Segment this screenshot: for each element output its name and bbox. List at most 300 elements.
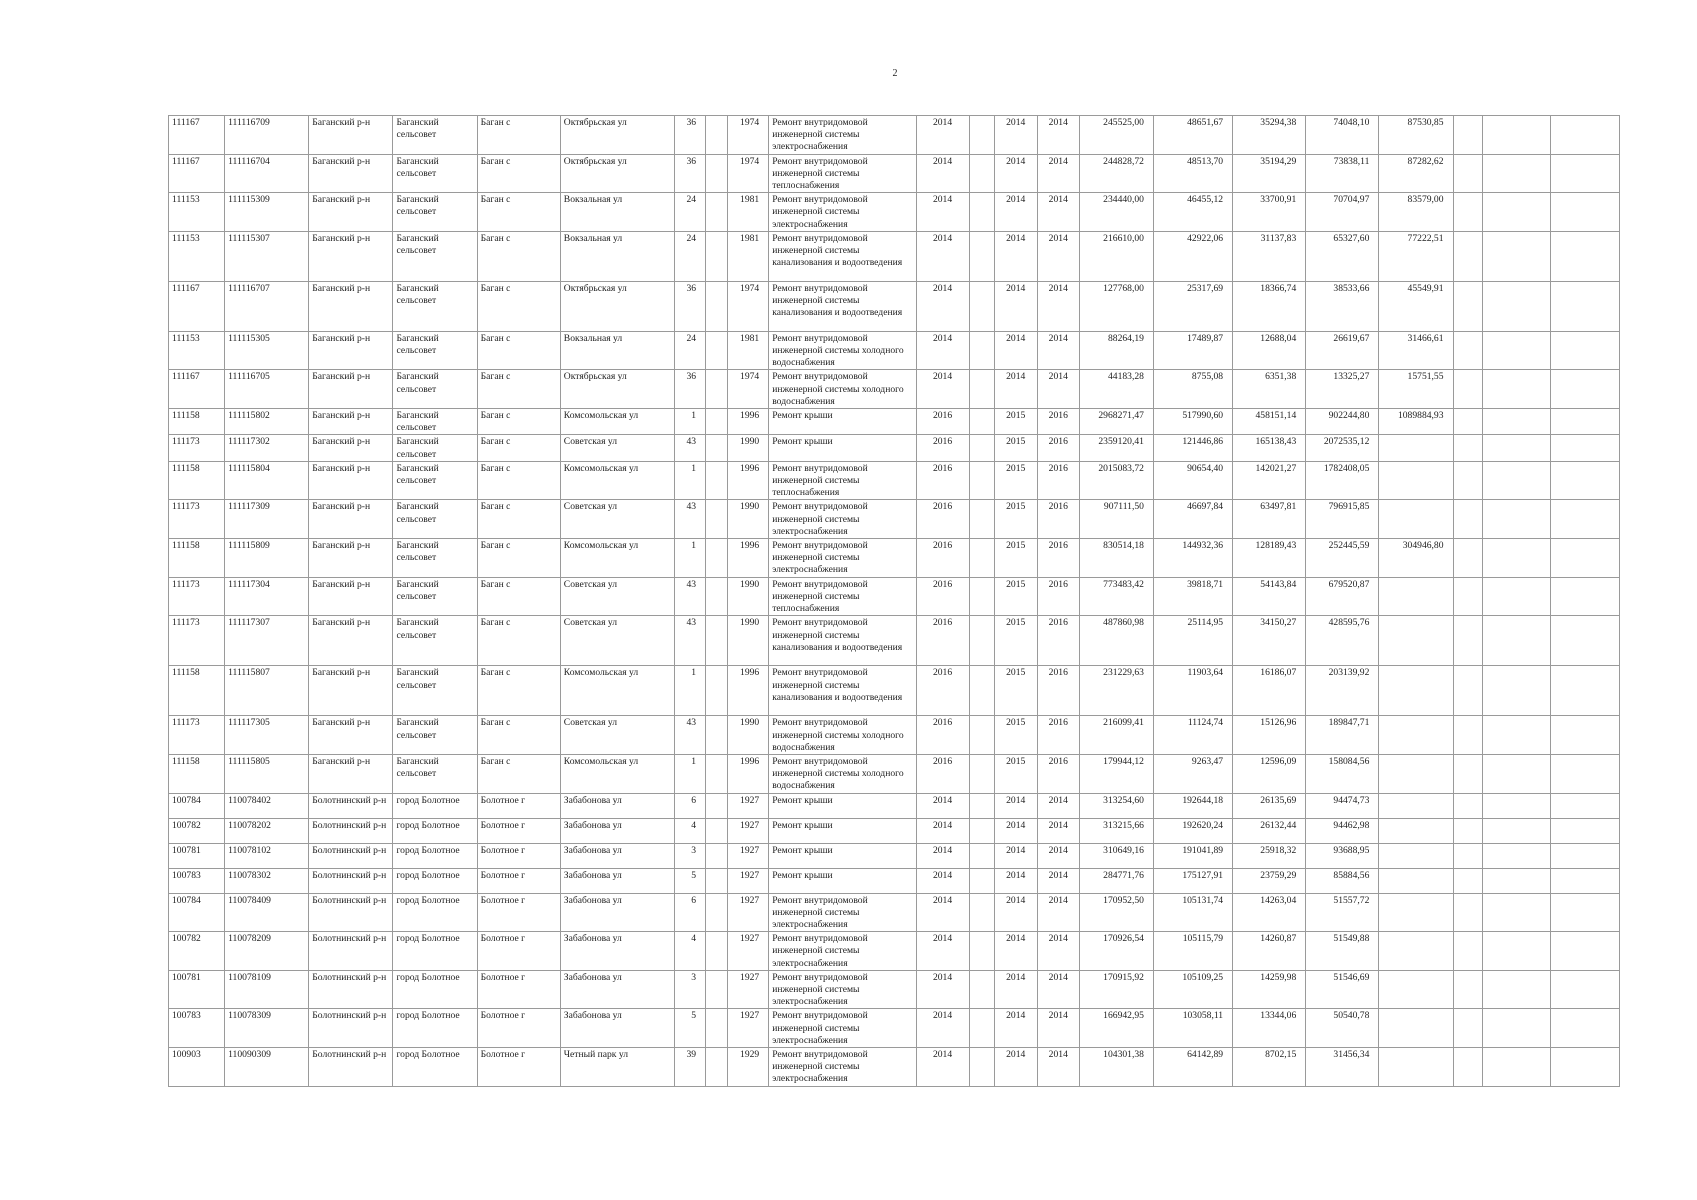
- work-type-cell: Ремонт крыши: [769, 843, 916, 868]
- end-year-cell: 2014: [1037, 231, 1079, 281]
- locality-cell: Баган с: [477, 231, 560, 281]
- start-year-cell: 2015: [994, 435, 1037, 461]
- id-cell: 100781: [169, 970, 225, 1009]
- empty-cell: [1453, 500, 1482, 539]
- end-year-cell: 2016: [1037, 716, 1079, 755]
- fund-cost-cell: 175127,91: [1153, 868, 1232, 893]
- house-cell: 3: [675, 843, 706, 868]
- code-cell: 111116705: [225, 370, 309, 409]
- local-cost-cell: 31456,34: [1306, 1047, 1379, 1086]
- year-built-cell: 1927: [728, 793, 769, 818]
- work-type-cell: Ремонт внутридомовой инженерной системы электроснабжения: [769, 500, 916, 539]
- fund-cost-cell: 103058,11: [1153, 1009, 1232, 1048]
- municipality-cell: Баганский сельсовет: [393, 577, 477, 616]
- end-year-cell: 2016: [1037, 616, 1079, 666]
- empty-cell: [1453, 331, 1482, 370]
- year-built-cell: 1981: [728, 231, 769, 281]
- plan-year-cell: 2014: [916, 818, 969, 843]
- total-cost-cell: 487860,98: [1079, 616, 1153, 666]
- year-built-cell: 1927: [728, 843, 769, 868]
- region-cost-cell: 35294,38: [1233, 116, 1306, 155]
- street-cell: Забабонова ул: [560, 893, 674, 932]
- house-cell: 36: [675, 370, 706, 409]
- district-cell: Баганский р-н: [309, 539, 393, 578]
- district-cell: Болотнинский р-н: [309, 893, 393, 932]
- local-cost-cell: 38533,66: [1306, 281, 1379, 331]
- region-cost-cell: 142021,27: [1233, 461, 1306, 500]
- district-cell: Баганский р-н: [309, 331, 393, 370]
- code-cell: 111115809: [225, 539, 309, 578]
- street-cell: Комсомольская ул: [560, 461, 674, 500]
- empty-cell: [969, 281, 994, 331]
- code-cell: 111115804: [225, 461, 309, 500]
- fund-cost-cell: 11124,74: [1153, 716, 1232, 755]
- empty-cell: [969, 818, 994, 843]
- empty-cell: [1550, 666, 1619, 716]
- house-cell: 43: [675, 716, 706, 755]
- total-cost-cell: 830514,18: [1079, 539, 1153, 578]
- municipality-cell: Баганский сельсовет: [393, 435, 477, 461]
- municipality-cell: Баганский сельсовет: [393, 461, 477, 500]
- year-built-cell: 1927: [728, 818, 769, 843]
- owners-cost-cell: 15751,55: [1379, 370, 1453, 409]
- end-year-cell: 2016: [1037, 577, 1079, 616]
- building-cell: [706, 1009, 728, 1048]
- fund-cost-cell: 25114,95: [1153, 616, 1232, 666]
- owners-cost-cell: [1379, 1047, 1453, 1086]
- empty-cell: [1482, 932, 1550, 971]
- empty-cell: [969, 539, 994, 578]
- id-cell: 111153: [169, 193, 225, 232]
- end-year-cell: 2016: [1037, 409, 1079, 435]
- building-cell: [706, 331, 728, 370]
- municipality-cell: Баганский сельсовет: [393, 716, 477, 755]
- table-row: [169, 435, 1620, 461]
- street-cell: Советская ул: [560, 616, 674, 666]
- total-cost-cell: 313215,66: [1079, 818, 1153, 843]
- local-cost-cell: 94462,98: [1306, 818, 1379, 843]
- owners-cost-cell: [1379, 500, 1453, 539]
- plan-year-cell: 2014: [916, 154, 969, 193]
- id-cell: 100784: [169, 793, 225, 818]
- district-cell: Болотнинский р-н: [309, 868, 393, 893]
- locality-cell: Баган с: [477, 666, 560, 716]
- street-cell: Вокзальная ул: [560, 193, 674, 232]
- local-cost-cell: 65327,60: [1306, 231, 1379, 281]
- work-type-cell: Ремонт внутридомовой инженерной системы теплоснабжения: [769, 461, 916, 500]
- building-cell: [706, 818, 728, 843]
- owners-cost-cell: 83579,00: [1379, 193, 1453, 232]
- total-cost-cell: 2015083,72: [1079, 461, 1153, 500]
- empty-cell: [1482, 281, 1550, 331]
- year-built-cell: 1996: [728, 409, 769, 435]
- fund-cost-cell: 46455,12: [1153, 193, 1232, 232]
- plan-year-cell: 2016: [916, 409, 969, 435]
- empty-cell: [969, 435, 994, 461]
- municipality-cell: город Болотное: [393, 843, 477, 868]
- locality-cell: Болотное г: [477, 1009, 560, 1048]
- plan-year-cell: 2014: [916, 793, 969, 818]
- empty-cell: [969, 666, 994, 716]
- locality-cell: Баган с: [477, 500, 560, 539]
- end-year-cell: 2014: [1037, 281, 1079, 331]
- work-type-cell: Ремонт крыши: [769, 409, 916, 435]
- fund-cost-cell: 105131,74: [1153, 893, 1232, 932]
- table-row: [169, 1047, 1620, 1086]
- id-cell: 111158: [169, 409, 225, 435]
- building-cell: [706, 666, 728, 716]
- owners-cost-cell: [1379, 868, 1453, 893]
- code-cell: 110078202: [225, 818, 309, 843]
- fund-cost-cell: 42922,06: [1153, 231, 1232, 281]
- end-year-cell: 2014: [1037, 843, 1079, 868]
- municipality-cell: Баганский сельсовет: [393, 231, 477, 281]
- municipality-cell: город Болотное: [393, 893, 477, 932]
- plan-year-cell: 2016: [916, 539, 969, 578]
- plan-year-cell: 2016: [916, 577, 969, 616]
- total-cost-cell: 44183,28: [1079, 370, 1153, 409]
- owners-cost-cell: [1379, 970, 1453, 1009]
- municipality-cell: город Болотное: [393, 1009, 477, 1048]
- code-cell: 110078102: [225, 843, 309, 868]
- empty-cell: [1453, 893, 1482, 932]
- building-cell: [706, 754, 728, 793]
- fund-cost-cell: 48651,67: [1153, 116, 1232, 155]
- start-year-cell: 2015: [994, 666, 1037, 716]
- empty-cell: [1453, 616, 1482, 666]
- total-cost-cell: 216610,00: [1079, 231, 1153, 281]
- year-built-cell: 1974: [728, 154, 769, 193]
- end-year-cell: 2016: [1037, 754, 1079, 793]
- total-cost-cell: 88264,19: [1079, 331, 1153, 370]
- end-year-cell: 2016: [1037, 461, 1079, 500]
- owners-cost-cell: [1379, 577, 1453, 616]
- id-cell: 111153: [169, 231, 225, 281]
- empty-cell: [969, 461, 994, 500]
- building-cell: [706, 435, 728, 461]
- building-cell: [706, 577, 728, 616]
- region-cost-cell: 8702,15: [1233, 1047, 1306, 1086]
- local-cost-cell: 158084,56: [1306, 754, 1379, 793]
- empty-cell: [1550, 435, 1619, 461]
- street-cell: Четный парк ул: [560, 1047, 674, 1086]
- plan-year-cell: 2016: [916, 666, 969, 716]
- empty-cell: [1453, 793, 1482, 818]
- plan-year-cell: 2016: [916, 716, 969, 755]
- fund-cost-cell: 46697,84: [1153, 500, 1232, 539]
- region-cost-cell: 14263,04: [1233, 893, 1306, 932]
- empty-cell: [969, 500, 994, 539]
- id-cell: 111173: [169, 500, 225, 539]
- empty-cell: [969, 370, 994, 409]
- region-cost-cell: 128189,43: [1233, 539, 1306, 578]
- empty-cell: [1453, 231, 1482, 281]
- owners-cost-cell: 87530,85: [1379, 116, 1453, 155]
- empty-cell: [1482, 818, 1550, 843]
- house-cell: 36: [675, 154, 706, 193]
- year-built-cell: 1981: [728, 193, 769, 232]
- total-cost-cell: 2359120,41: [1079, 435, 1153, 461]
- empty-cell: [1550, 970, 1619, 1009]
- table-row: [169, 116, 1620, 155]
- street-cell: Вокзальная ул: [560, 231, 674, 281]
- table-row: [169, 666, 1620, 716]
- locality-cell: Болотное г: [477, 932, 560, 971]
- street-cell: Комсомольская ул: [560, 539, 674, 578]
- empty-cell: [1550, 932, 1619, 971]
- locality-cell: Болотное г: [477, 818, 560, 843]
- building-cell: [706, 500, 728, 539]
- id-cell: 111167: [169, 116, 225, 155]
- house-cell: 43: [675, 616, 706, 666]
- start-year-cell: 2014: [994, 370, 1037, 409]
- year-built-cell: 1990: [728, 616, 769, 666]
- house-cell: 6: [675, 893, 706, 932]
- region-cost-cell: 16186,07: [1233, 666, 1306, 716]
- year-built-cell: 1927: [728, 932, 769, 971]
- total-cost-cell: 284771,76: [1079, 868, 1153, 893]
- district-cell: Баганский р-н: [309, 231, 393, 281]
- street-cell: Советская ул: [560, 716, 674, 755]
- total-cost-cell: 170915,92: [1079, 970, 1153, 1009]
- municipality-cell: город Болотное: [393, 818, 477, 843]
- empty-cell: [1550, 154, 1619, 193]
- owners-cost-cell: [1379, 435, 1453, 461]
- house-cell: 1: [675, 666, 706, 716]
- region-cost-cell: 31137,83: [1233, 231, 1306, 281]
- work-type-cell: Ремонт внутридомовой инженерной системы канализования и водоотведения: [769, 231, 916, 281]
- building-cell: [706, 539, 728, 578]
- id-cell: 100783: [169, 1009, 225, 1048]
- plan-year-cell: 2014: [916, 331, 969, 370]
- year-built-cell: 1990: [728, 435, 769, 461]
- end-year-cell: 2014: [1037, 154, 1079, 193]
- empty-cell: [969, 577, 994, 616]
- total-cost-cell: 244828,72: [1079, 154, 1153, 193]
- municipality-cell: город Болотное: [393, 868, 477, 893]
- house-cell: 36: [675, 116, 706, 155]
- empty-cell: [1453, 970, 1482, 1009]
- fund-cost-cell: 517990,60: [1153, 409, 1232, 435]
- local-cost-cell: 93688,95: [1306, 843, 1379, 868]
- building-cell: [706, 370, 728, 409]
- table-row: [169, 868, 1620, 893]
- work-type-cell: Ремонт внутридомовой инженерной системы электроснабжения: [769, 932, 916, 971]
- district-cell: Болотнинский р-н: [309, 1009, 393, 1048]
- total-cost-cell: 773483,42: [1079, 577, 1153, 616]
- municipality-cell: Баганский сельсовет: [393, 116, 477, 155]
- empty-cell: [1482, 231, 1550, 281]
- table-row: [169, 370, 1620, 409]
- table-row: [169, 231, 1620, 281]
- start-year-cell: 2014: [994, 793, 1037, 818]
- table-row: [169, 932, 1620, 971]
- empty-cell: [1453, 539, 1482, 578]
- empty-cell: [1482, 331, 1550, 370]
- code-cell: 111116709: [225, 116, 309, 155]
- empty-cell: [1453, 281, 1482, 331]
- end-year-cell: 2014: [1037, 868, 1079, 893]
- plan-year-cell: 2016: [916, 461, 969, 500]
- start-year-cell: 2014: [994, 818, 1037, 843]
- owners-cost-cell: [1379, 666, 1453, 716]
- district-cell: Баганский р-н: [309, 435, 393, 461]
- local-cost-cell: 1782408,05: [1306, 461, 1379, 500]
- start-year-cell: 2014: [994, 331, 1037, 370]
- id-cell: 111158: [169, 539, 225, 578]
- empty-cell: [1550, 231, 1619, 281]
- code-cell: 110078209: [225, 932, 309, 971]
- code-cell: 111115802: [225, 409, 309, 435]
- code-cell: 111115309: [225, 193, 309, 232]
- end-year-cell: 2014: [1037, 893, 1079, 932]
- building-cell: [706, 1047, 728, 1086]
- local-cost-cell: 679520,87: [1306, 577, 1379, 616]
- total-cost-cell: 313254,60: [1079, 793, 1153, 818]
- start-year-cell: 2014: [994, 843, 1037, 868]
- empty-cell: [1482, 893, 1550, 932]
- region-cost-cell: 25918,32: [1233, 843, 1306, 868]
- street-cell: Советская ул: [560, 500, 674, 539]
- fund-cost-cell: 192620,24: [1153, 818, 1232, 843]
- house-cell: 36: [675, 281, 706, 331]
- street-cell: Октябрьская ул: [560, 116, 674, 155]
- house-cell: 39: [675, 1047, 706, 1086]
- district-cell: Болотнинский р-н: [309, 932, 393, 971]
- building-cell: [706, 154, 728, 193]
- region-cost-cell: 35194,29: [1233, 154, 1306, 193]
- building-cell: [706, 843, 728, 868]
- total-cost-cell: 179944,12: [1079, 754, 1153, 793]
- locality-cell: Баган с: [477, 716, 560, 755]
- locality-cell: Болотное г: [477, 843, 560, 868]
- local-cost-cell: 203139,92: [1306, 666, 1379, 716]
- local-cost-cell: 796915,85: [1306, 500, 1379, 539]
- empty-cell: [969, 231, 994, 281]
- year-built-cell: 1974: [728, 116, 769, 155]
- region-cost-cell: 12688,04: [1233, 331, 1306, 370]
- empty-cell: [1482, 154, 1550, 193]
- empty-cell: [1550, 716, 1619, 755]
- code-cell: 111117309: [225, 500, 309, 539]
- start-year-cell: 2015: [994, 461, 1037, 500]
- fund-cost-cell: 8755,08: [1153, 370, 1232, 409]
- plan-year-cell: 2014: [916, 932, 969, 971]
- fund-cost-cell: 105109,25: [1153, 970, 1232, 1009]
- empty-cell: [1482, 193, 1550, 232]
- empty-cell: [1550, 193, 1619, 232]
- table-row: [169, 461, 1620, 500]
- plan-year-cell: 2014: [916, 116, 969, 155]
- empty-cell: [1453, 932, 1482, 971]
- house-cell: 1: [675, 754, 706, 793]
- owners-cost-cell: [1379, 1009, 1453, 1048]
- fund-cost-cell: 144932,36: [1153, 539, 1232, 578]
- code-cell: 111115805: [225, 754, 309, 793]
- region-cost-cell: 54143,84: [1233, 577, 1306, 616]
- region-cost-cell: 63497,81: [1233, 500, 1306, 539]
- region-cost-cell: 26135,69: [1233, 793, 1306, 818]
- end-year-cell: 2014: [1037, 818, 1079, 843]
- year-built-cell: 1927: [728, 1009, 769, 1048]
- owners-cost-cell: 1089884,93: [1379, 409, 1453, 435]
- id-cell: 111173: [169, 577, 225, 616]
- owners-cost-cell: [1379, 461, 1453, 500]
- work-type-cell: Ремонт крыши: [769, 435, 916, 461]
- empty-cell: [969, 868, 994, 893]
- locality-cell: Болотное г: [477, 893, 560, 932]
- total-cost-cell: 166942,95: [1079, 1009, 1153, 1048]
- end-year-cell: 2014: [1037, 932, 1079, 971]
- owners-cost-cell: [1379, 754, 1453, 793]
- district-cell: Баганский р-н: [309, 754, 393, 793]
- district-cell: Баганский р-н: [309, 500, 393, 539]
- table-row: [169, 539, 1620, 578]
- building-cell: [706, 970, 728, 1009]
- municipality-cell: Баганский сельсовет: [393, 616, 477, 666]
- street-cell: Октябрьская ул: [560, 154, 674, 193]
- year-built-cell: 1996: [728, 461, 769, 500]
- street-cell: Октябрьская ул: [560, 370, 674, 409]
- year-built-cell: 1990: [728, 716, 769, 755]
- start-year-cell: 2014: [994, 1047, 1037, 1086]
- work-type-cell: Ремонт внутридомовой инженерной системы холодного водоснабжения: [769, 716, 916, 755]
- locality-cell: Болотное г: [477, 793, 560, 818]
- page-number: 2: [892, 68, 898, 79]
- code-cell: 110078402: [225, 793, 309, 818]
- total-cost-cell: 216099,41: [1079, 716, 1153, 755]
- empty-cell: [1453, 716, 1482, 755]
- code-cell: 110078409: [225, 893, 309, 932]
- table-row: [169, 843, 1620, 868]
- empty-cell: [1482, 1047, 1550, 1086]
- empty-cell: [1482, 461, 1550, 500]
- fund-cost-cell: 39818,71: [1153, 577, 1232, 616]
- house-cell: 5: [675, 1009, 706, 1048]
- locality-cell: Баган с: [477, 435, 560, 461]
- start-year-cell: 2015: [994, 716, 1037, 755]
- plan-year-cell: 2016: [916, 616, 969, 666]
- empty-cell: [1482, 1009, 1550, 1048]
- building-cell: [706, 461, 728, 500]
- id-cell: 111167: [169, 154, 225, 193]
- municipality-cell: Баганский сельсовет: [393, 331, 477, 370]
- empty-cell: [969, 193, 994, 232]
- plan-year-cell: 2014: [916, 893, 969, 932]
- total-cost-cell: 234440,00: [1079, 193, 1153, 232]
- building-cell: [706, 793, 728, 818]
- local-cost-cell: 85884,56: [1306, 868, 1379, 893]
- table-row: [169, 970, 1620, 1009]
- start-year-cell: 2014: [994, 1009, 1037, 1048]
- start-year-cell: 2014: [994, 231, 1037, 281]
- end-year-cell: 2014: [1037, 116, 1079, 155]
- locality-cell: Баган с: [477, 281, 560, 331]
- empty-cell: [1482, 793, 1550, 818]
- end-year-cell: 2014: [1037, 1009, 1079, 1048]
- empty-cell: [1550, 1047, 1619, 1086]
- building-cell: [706, 231, 728, 281]
- work-type-cell: Ремонт крыши: [769, 818, 916, 843]
- year-built-cell: 1927: [728, 868, 769, 893]
- empty-cell: [969, 154, 994, 193]
- year-built-cell: 1996: [728, 666, 769, 716]
- total-cost-cell: 104301,38: [1079, 1047, 1153, 1086]
- work-type-cell: Ремонт внутридомовой инженерной системы электроснабжения: [769, 116, 916, 155]
- empty-cell: [1482, 500, 1550, 539]
- street-cell: Забабонова ул: [560, 868, 674, 893]
- fund-cost-cell: 191041,89: [1153, 843, 1232, 868]
